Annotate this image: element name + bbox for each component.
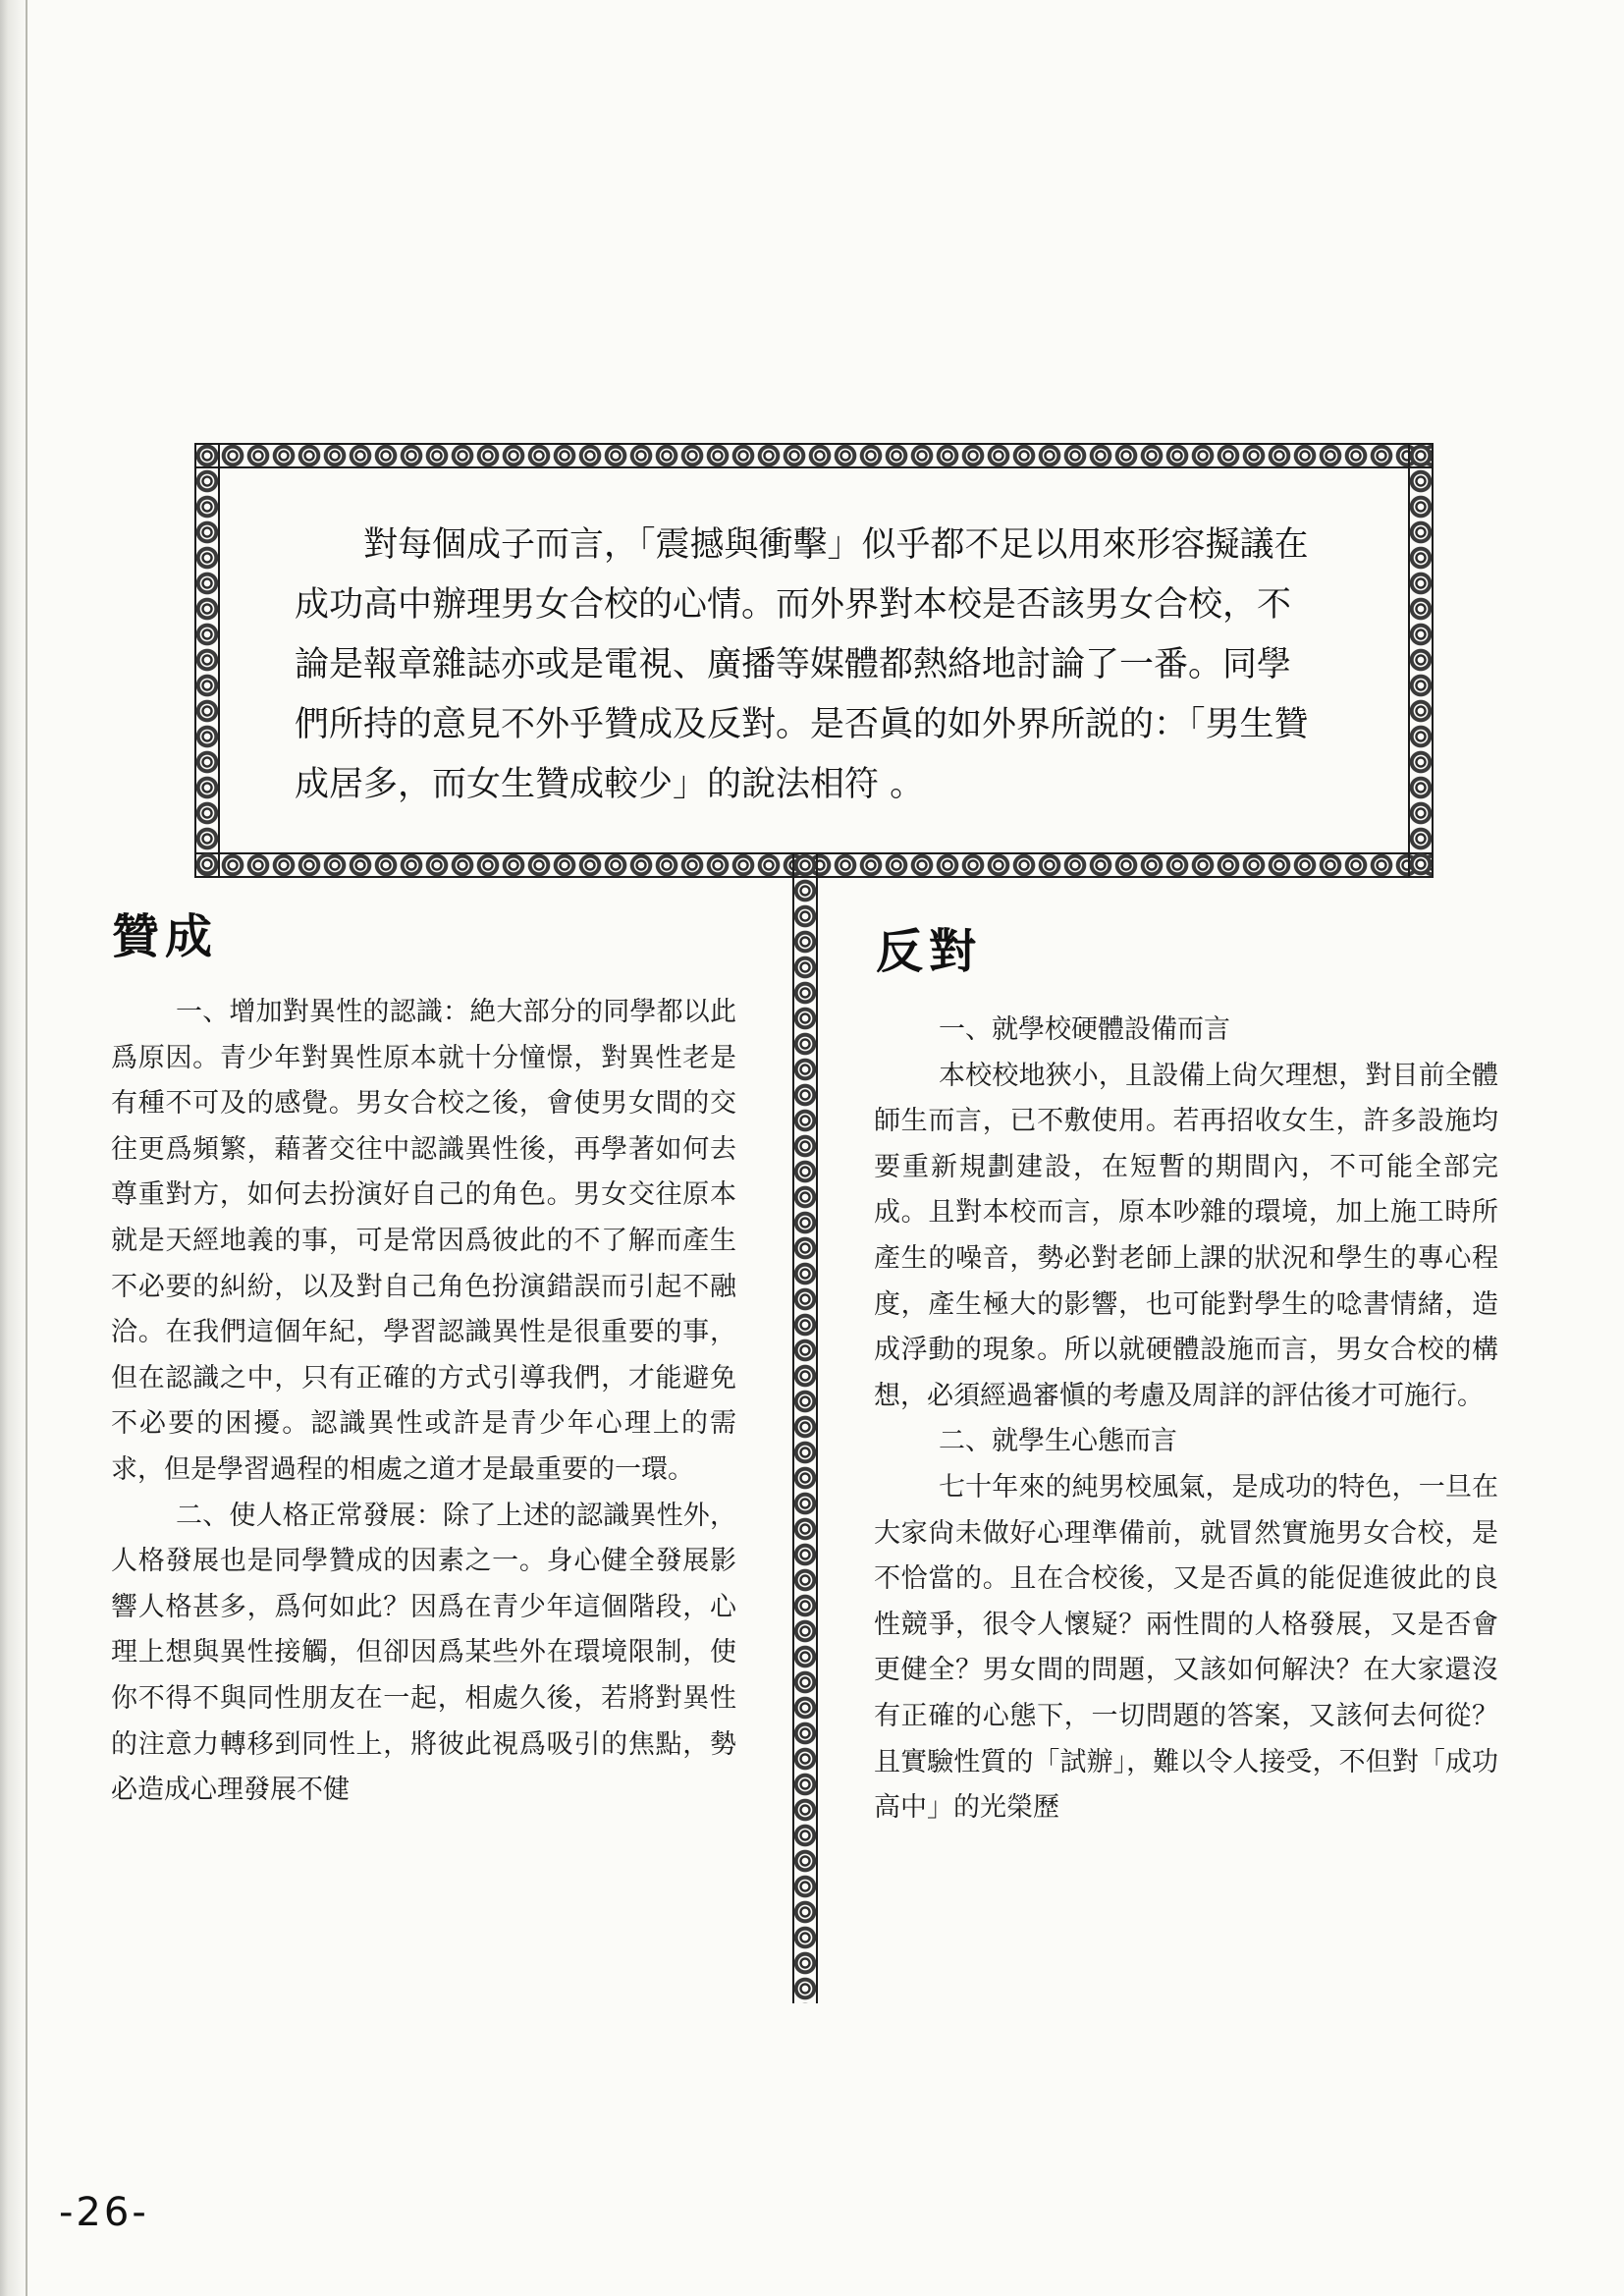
intro-paragraph: 對每個成子而言，「震撼與衝擊」似乎都不足以用來形容擬議在成功高中辦理男女合校的心情。而外界對本校是否該男女合校，不論是報章雜誌亦或是電視、廣播等媒體都熱絡地討論了一番。同學們所持的意見不外乎贊成及反對。是否眞的如外界所説的：「男生贊成居多，而女生贊成較少」的說法相符 。 — [295, 525, 1309, 804]
right-subheading-2: 二、就學生心態而言 — [939, 1426, 1177, 1457]
right-column-heading: 反對 — [876, 924, 983, 979]
right-subheading-1: 一、就學校硬體設備而言 — [939, 1014, 1230, 1045]
column-divider — [792, 852, 818, 2003]
left-paragraph-1: 一、增加對異性的認識：絶大部分的同學都以此爲原因。青少年對異性原本就十分憧憬，對異性老是有種不可及的感覺。男女合校之後，會使男女間的交往更爲頻繁，藉著交往中認識異性後，再學著如何去尊重對方，如何去扮演好自己的角色。男女交往原本就是天經地義的事，可是常因爲彼此的不了解而產生不必要的糾紛，以及對自己角色扮演錯誤而引起不融洽。在我們這個年紀，學習認識異性是很重要的事，但在認識之中，只有正確的方式引導我們，才能避免不必要的困擾。認識異性或許是青少年心理上的需求，但是學習過程的相處之道才是最重要的一環。 — [111, 997, 736, 1485]
intro-border-left — [194, 443, 220, 878]
page-number: -26- — [59, 2190, 149, 2235]
right-paragraph-2: 七十年來的純男校風氣，是成功的特色，一旦在大家尙未做好心理準備前，就冒然實施男女合校，是不恰當的。且在合校後，又是否眞的能促進彼此的良性競爭，很令人懷疑？兩性間的人格發展，又是否會更健全？男女間的問題，又該如何解決？在大家還沒有正確的心態下，一切問題的答案，又該何去何從？且實驗性質的「試辦」，難以令人接受，不但對「成功高中」的光榮歷 — [874, 1471, 1498, 1824]
left-column-heading: 贊成 — [112, 909, 219, 964]
left-column — [111, 990, 736, 1814]
right-column — [874, 1008, 1498, 1831]
intro-border-right — [1408, 443, 1434, 878]
intro-border-top — [194, 443, 1434, 468]
right-paragraph-1: 本校校地狹小，且設備上尙欠理想，對目前全體師生而言，已不敷使用。若再招收女生，許多設施均要重新規劃建設，在短暫的期間內，不可能全部完成。且對本校而言，原本吵雜的環境，加上施工時所產生的噪音，勢必對老師上課的狀況和學生的專心程度，產生極大的影響，也可能對學生的唸書情緒，造成浮動的現象。所以就硬體設施而言，男女合校的構想，必須經過審愼的考慮及周詳的評估後才可施行。 — [874, 1060, 1498, 1411]
binding-edge-line — [26, 0, 27, 2296]
left-paragraph-2: 二、使人格正常發展：除了上述的認識異性外，人格發展也是同學贊成的因素之一。身心健全發展影響人格甚多，爲何如此？因爲在青少年這個階段，心理上想與異性接觸，但卻因爲某些外在環境限制，使你不得不與同性朋友在一起，相處久後，若將對異性的注意力轉移到同性上，將彼此視爲吸引的焦點，勢必造成心理發展不健 — [111, 1500, 736, 1806]
